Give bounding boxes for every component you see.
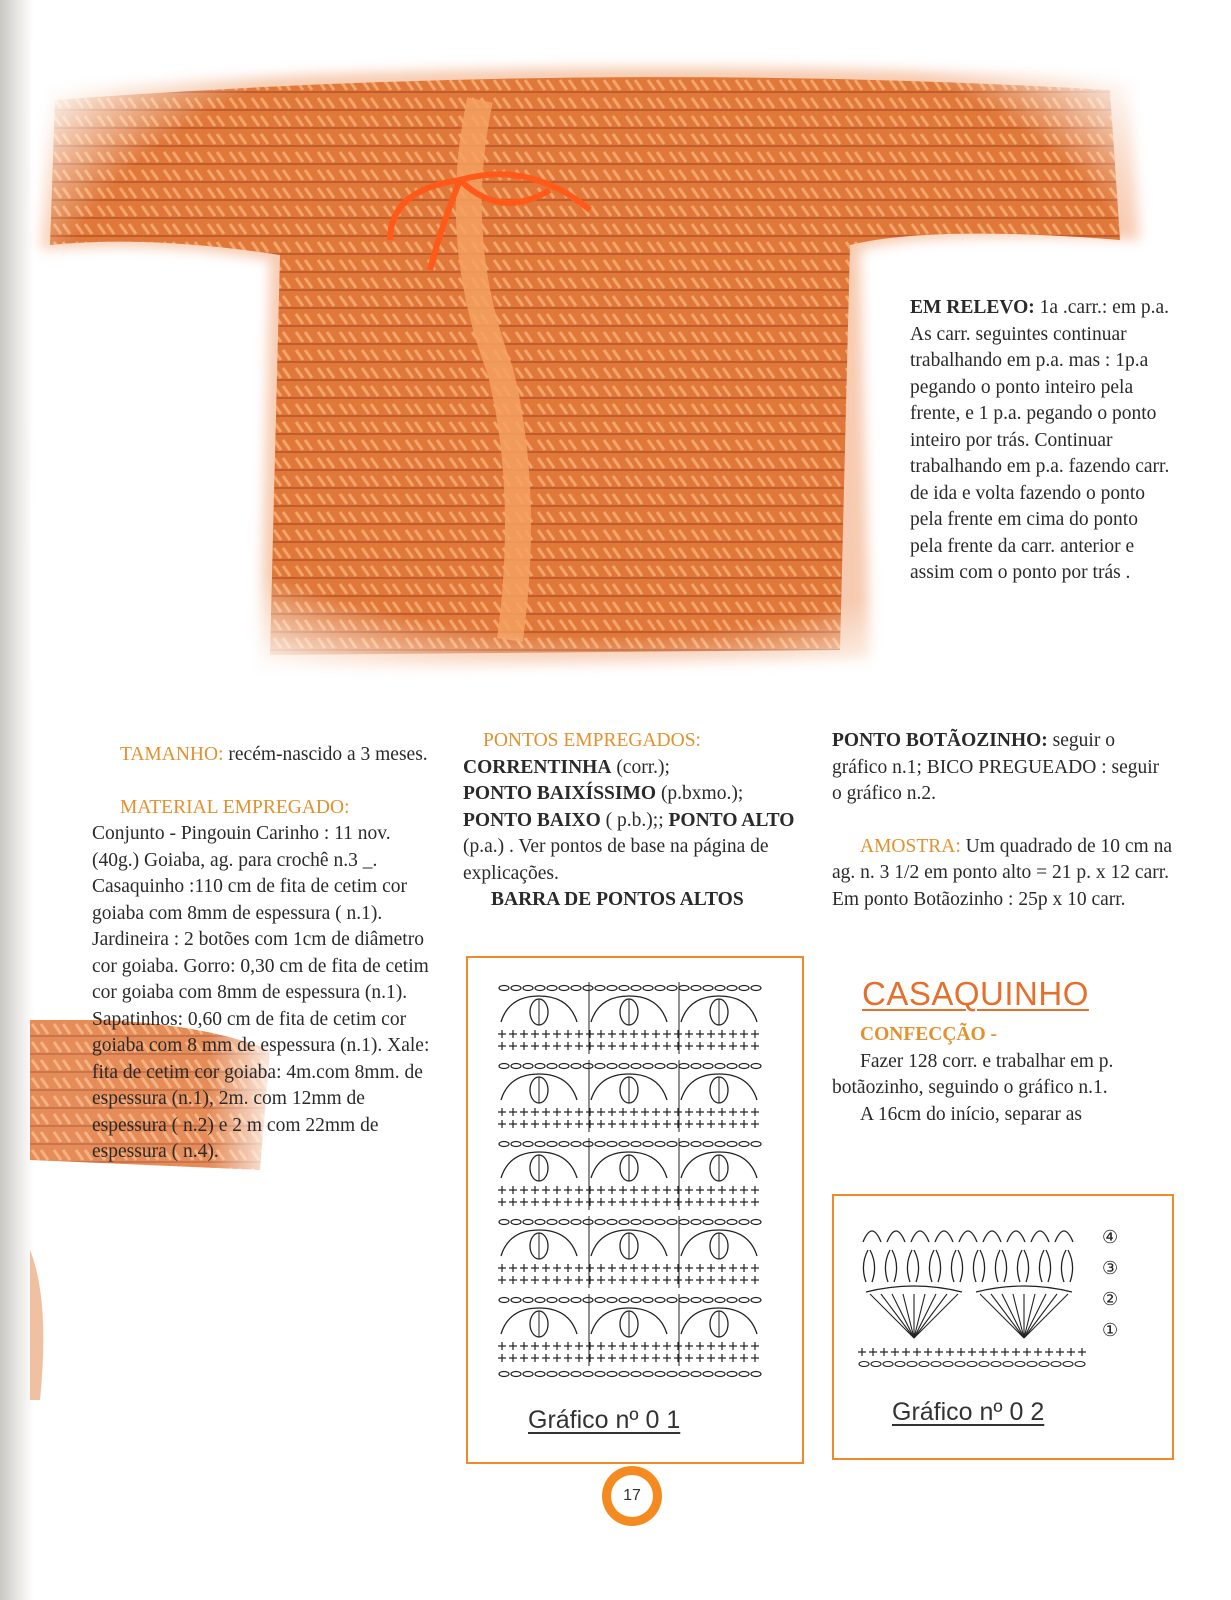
row-label-2: ②: [1102, 1289, 1119, 1310]
relevo-text: 1a .carr.: em p.a. As carr. seguintes continuar trabalhando em p.a. mas : 1p.a pegando o ponto inteiro pela frente, e 1 p.a. pegando o ponto inteiro por trás. Continuar trabalhando em p.a. fazendo carr. de ida e volta fazendo o ponto pela frente em cima do ponto pela frente da carr. anterior e assim com o ponto por trás .: [910, 297, 1170, 583]
chain-stitch: [715, 986, 725, 991]
tall-stitch: [1068, 1250, 1073, 1282]
chain-stitch: [979, 1362, 989, 1367]
chain-stitch: [643, 1064, 653, 1069]
chain-stitch: [739, 986, 749, 991]
tall-stitch: [1002, 1250, 1007, 1282]
chain-stitch: [655, 1298, 665, 1303]
grafico-2-box: [832, 1194, 1174, 1460]
chain-stitch: [667, 1142, 677, 1147]
correntinha-label: CORRENTINHA: [463, 756, 612, 778]
chain-stitch: [751, 986, 761, 991]
tall-stitch: [929, 1250, 934, 1282]
tall-stitch: [995, 1250, 1000, 1282]
chain-stitch: [715, 1064, 725, 1069]
chain-stitch: [631, 1142, 641, 1147]
chain-stitch: [631, 986, 641, 991]
chain-stitch: [655, 1372, 665, 1377]
chain-stitch: [679, 1064, 689, 1069]
chain-stitch: [679, 1298, 689, 1303]
chain-stitch: [619, 1220, 629, 1225]
chain-stitch: [727, 986, 737, 991]
chain-stitch: [595, 1064, 605, 1069]
chain-stitch: [667, 1220, 677, 1225]
chain-stitch: [739, 1142, 749, 1147]
chain-stitch: [571, 1372, 581, 1377]
tall-stitch: [973, 1250, 978, 1282]
chain-stitch: [739, 1064, 749, 1069]
chain-stitch: [511, 986, 521, 991]
chain-stitch: [883, 1362, 893, 1367]
bico-label: BICO PREGUEADO: [926, 756, 1097, 778]
chain-stitch: [631, 1064, 641, 1069]
chain-stitch: [655, 1220, 665, 1225]
baixissimo-text: (p.bxmo.);: [660, 783, 744, 804]
chain-stitch: [691, 1372, 701, 1377]
chain-stitch: [547, 1372, 557, 1377]
amostra-text: Um quadrado de 10 cm na ag. n. 3 1/2 em ponto alto = 21 p. x 12 carr. Em ponto Botãozinho : 25p x 10 carr.: [832, 835, 1172, 910]
baixo-label: PONTO BAIXO: [463, 809, 601, 831]
chain-stitch: [607, 1142, 617, 1147]
fan-stitch: [870, 1294, 914, 1338]
chain-stitch: [1063, 1362, 1073, 1367]
baixissimo-label: PONTO BAIXÍSSIMO: [463, 783, 657, 804]
chain-stitch: [691, 1220, 701, 1225]
chain-stitch: [583, 986, 593, 991]
chain-stitch: [703, 1298, 713, 1303]
tamanho-text: recém-nascido a 3 meses.: [228, 744, 428, 765]
chain-stitch: [619, 1298, 629, 1303]
chain-stitch: [751, 1372, 761, 1377]
chain-stitch: [631, 1220, 641, 1225]
chain-stitch: [595, 1220, 605, 1225]
chain-stitch: [655, 986, 665, 991]
chain-stitch: [907, 1362, 917, 1367]
chain-stitch: [751, 1064, 761, 1069]
chain-stitch: [643, 1220, 653, 1225]
chain-stitch: [739, 1220, 749, 1225]
page-number: 17: [611, 1475, 653, 1517]
chain-stitch: [607, 1220, 617, 1225]
chain-stitch: [511, 1220, 521, 1225]
chain-stitch: [955, 1362, 965, 1367]
fan-stitch: [892, 1294, 914, 1338]
chain-stitch: [607, 986, 617, 991]
alto-label: PONTO ALTO: [668, 809, 795, 831]
grafico-2-diagram: [854, 1220, 1094, 1370]
chain-stitch: [535, 1064, 545, 1069]
pontos-heading: PONTOS EMPREGADOS:: [483, 730, 701, 751]
tall-stitch: [892, 1250, 897, 1282]
chain-stitch: [739, 1372, 749, 1377]
chain-stitch: [523, 1298, 533, 1303]
chain-stitch: [679, 1142, 689, 1147]
chain-stitch: [535, 1372, 545, 1377]
row-label-4: ④: [1102, 1227, 1119, 1248]
chain-stitch: [511, 1372, 521, 1377]
chain-stitch: [523, 1142, 533, 1147]
chain-stitch: [559, 1220, 569, 1225]
tall-stitch: [958, 1250, 963, 1282]
bico-text: : seguir o gráfico n.2.: [832, 756, 1160, 804]
chain-stitch: [559, 1298, 569, 1303]
tall-stitch: [1039, 1250, 1044, 1282]
material-label: MATERIAL EMPREGADO:: [120, 796, 350, 818]
grafico-1-box: [466, 956, 804, 1464]
grafico-2-row-labels: [1102, 1222, 1132, 1346]
tall-stitch: [863, 1250, 868, 1282]
fan-stitch: [1024, 1294, 1046, 1338]
chain-stitch: [523, 986, 533, 991]
tall-stitch: [1046, 1250, 1051, 1282]
tall-stitch: [870, 1250, 875, 1282]
chain-stitch: [667, 1372, 677, 1377]
chain-stitch: [619, 1142, 629, 1147]
chain-stitch: [1039, 1362, 1049, 1367]
chain-stitch: [655, 1064, 665, 1069]
picot: [935, 1231, 953, 1242]
chain-stitch: [595, 986, 605, 991]
picot: [911, 1231, 929, 1242]
picot: [887, 1231, 905, 1242]
grafico-2-caption: Gráfico nº 0 2: [892, 1398, 1045, 1426]
chain-stitch: [1051, 1362, 1061, 1367]
chain-stitch: [667, 986, 677, 991]
chain-stitch: [571, 986, 581, 991]
chain-stitch: [679, 986, 689, 991]
chain-stitch: [967, 1362, 977, 1367]
chain-stitch: [619, 1064, 629, 1069]
chain-stitch: [547, 986, 557, 991]
chain-stitch: [703, 1220, 713, 1225]
chain-stitch: [691, 1064, 701, 1069]
chain-stitch: [583, 1220, 593, 1225]
picot: [1055, 1231, 1073, 1242]
confeccao-section: [832, 1022, 1172, 1128]
chain-stitch: [523, 1064, 533, 1069]
chain-stitch: [715, 1298, 725, 1303]
chain-stitch: [499, 1372, 509, 1377]
chain-stitch: [667, 1064, 677, 1069]
chain-stitch: [571, 1298, 581, 1303]
chain-stitch: [1015, 1362, 1025, 1367]
chain-stitch: [691, 986, 701, 991]
chain-stitch: [571, 1064, 581, 1069]
chain-stitch: [523, 1372, 533, 1377]
material-text: Conjunto - Pingouin Carinho : 11 nov. (40g.) Goiaba, ag. para crochê n.3 _. Casaquinho :110 cm de fita de cetim cor goiaba com 8mm de espessura ( n.1). Jardineira : 2 botões com 1cm de diâmetro cor goiaba. Gorro: 0,30 cm de fita de cetim cor goiaba com 8mm de espessura (n.1). Sapatinhos: 0,60 cm de fita de cetim cor goiaba com 8 mm de espessura (n.1). Xale: fita de cetim cor goiaba: 4m.com 8mm. de espessura (n.1), 2m. com 12mm de espessura ( n.2) e 2 m com 22mm de espessura ( n.4).: [92, 823, 430, 1162]
chain-stitch: [535, 1142, 545, 1147]
page-gutter-shadow: [0, 0, 34, 1600]
chain-stitch: [643, 1142, 653, 1147]
relevo-label: EM RELEVO:: [910, 297, 1035, 318]
chain-stitch: [715, 1142, 725, 1147]
chain-stitch: [511, 1298, 521, 1303]
column-pontos: PONTOS EMPREGADOS: CORRENTINHA (corr.); PONTO BAIXÍSSIMO (p.bxmo.); PONTO BAIXO ( p.b.);; PONTO ALTO (p.a.) . Ver pontos de base na página de explicações. BARRA DE PONTOS ALTOS: [463, 730, 795, 910]
chain-stitch: [619, 986, 629, 991]
baixo-text: ( p.b.);: [605, 809, 659, 831]
amostra-label: AMOSTRA:: [860, 835, 961, 857]
chain-stitch: [511, 1142, 521, 1147]
chain-stitch: [571, 1142, 581, 1147]
chain-stitch: [583, 1142, 593, 1147]
fan-stitch: [980, 1294, 1024, 1338]
chain-stitch: [499, 986, 509, 991]
confeccao-p1: Fazer 128 corr. e trabalhar em p. botãozinho, seguindo o gráfico n.1.: [832, 1050, 1114, 1098]
chain-stitch: [643, 1372, 653, 1377]
chain-stitch: [499, 1220, 509, 1225]
chain-stitch: [751, 1298, 761, 1303]
row-label-1: ①: [1102, 1320, 1119, 1341]
chain-stitch: [559, 1372, 569, 1377]
chain-stitch: [691, 1142, 701, 1147]
chain-stitch: [559, 1064, 569, 1069]
alto-text: (p.a.) . Ver pontos de base na página de explicações.: [463, 836, 769, 884]
tall-stitch: [1024, 1250, 1029, 1282]
chain-stitch: [727, 1142, 737, 1147]
chain-stitch: [703, 986, 713, 991]
column-materials: [92, 742, 432, 1166]
chain-stitch: [571, 1220, 581, 1225]
grafico-1-caption: Gráfico nº 0 1: [528, 1406, 681, 1434]
page-number-badge: [602, 1466, 662, 1526]
chain-stitch: [943, 1362, 953, 1367]
tamanho-label: TAMANHO:: [120, 744, 224, 765]
chain-stitch: [691, 1298, 701, 1303]
chain-stitch: [703, 1142, 713, 1147]
chain-stitch: [715, 1372, 725, 1377]
chain-stitch: [859, 1362, 869, 1367]
chain-stitch: [595, 1372, 605, 1377]
fan-stitch: [914, 1294, 936, 1338]
chain-stitch: [715, 1220, 725, 1225]
chain-stitch: [667, 1298, 677, 1303]
chain-stitch: [547, 1298, 557, 1303]
picot: [1007, 1231, 1025, 1242]
chain-stitch: [559, 1142, 569, 1147]
chain-stitch: [1027, 1362, 1037, 1367]
chain-stitch: [607, 1298, 617, 1303]
chain-stitch: [583, 1372, 593, 1377]
tall-stitch: [980, 1250, 985, 1282]
correntinha-text: (corr.);: [616, 756, 670, 778]
confeccao-label: CONFECÇÃO -: [860, 1024, 998, 1045]
chain-stitch: [547, 1142, 557, 1147]
chain-stitch: [607, 1372, 617, 1377]
chain-stitch: [739, 1298, 749, 1303]
fan-arch: [866, 1286, 962, 1292]
fan-stitch: [1024, 1294, 1068, 1338]
chain-stitch: [1003, 1362, 1013, 1367]
chain-stitch: [547, 1064, 557, 1069]
chain-stitch: [703, 1372, 713, 1377]
chain-stitch: [931, 1362, 941, 1367]
tall-stitch: [936, 1250, 941, 1282]
picot: [959, 1231, 977, 1242]
barra-heading: BARRA DE PONTOS ALTOS: [491, 889, 744, 910]
chain-stitch: [655, 1142, 665, 1147]
chain-stitch: [727, 1298, 737, 1303]
chain-stitch: [583, 1298, 593, 1303]
row-label-3: ③: [1102, 1258, 1119, 1279]
chain-stitch: [499, 1298, 509, 1303]
tall-stitch: [1061, 1250, 1066, 1282]
grafico-1-diagram: [494, 982, 774, 1382]
botaozinho-text: seguir o gráfico n.1;: [832, 730, 1115, 778]
chain-stitch: [991, 1362, 1001, 1367]
tall-stitch: [951, 1250, 956, 1282]
chain-stitch: [643, 986, 653, 991]
casaquinho-title: CASAQUINHO: [862, 975, 1089, 1012]
chain-stitch: [1075, 1362, 1085, 1367]
confeccao-p2: A 16cm do início, separar as: [860, 1103, 1083, 1125]
chain-stitch: [631, 1372, 641, 1377]
chain-stitch: [703, 1064, 713, 1069]
chain-stitch: [727, 1220, 737, 1225]
chain-stitch: [727, 1372, 737, 1377]
fan-stitch: [1002, 1294, 1024, 1338]
botaozinho-label: PONTO BOTÃOZINHO:: [832, 730, 1048, 751]
chain-stitch: [871, 1362, 881, 1367]
column-amostra: [832, 728, 1172, 913]
picot: [1031, 1231, 1049, 1242]
chain-stitch: [535, 1298, 545, 1303]
chain-stitch: [559, 986, 569, 991]
fan-stitch: [914, 1294, 958, 1338]
chain-stitch: [547, 1220, 557, 1225]
picot: [863, 1231, 881, 1242]
chain-stitch: [895, 1362, 905, 1367]
chain-stitch: [751, 1142, 761, 1147]
chain-stitch: [679, 1372, 689, 1377]
tall-stitch: [885, 1250, 890, 1282]
chain-stitch: [919, 1362, 929, 1367]
chain-stitch: [727, 1064, 737, 1069]
chain-stitch: [751, 1220, 761, 1225]
chain-stitch: [523, 1220, 533, 1225]
chain-stitch: [607, 1064, 617, 1069]
chain-stitch: [535, 1220, 545, 1225]
chain-stitch: [511, 1064, 521, 1069]
tall-stitch: [907, 1250, 912, 1282]
picot: [983, 1231, 1001, 1242]
tall-stitch: [1017, 1250, 1022, 1282]
chain-stitch: [631, 1298, 641, 1303]
chain-stitch: [583, 1064, 593, 1069]
chain-stitch: [499, 1142, 509, 1147]
tall-stitch: [914, 1250, 919, 1282]
chain-stitch: [595, 1142, 605, 1147]
chain-stitch: [643, 1298, 653, 1303]
relevo-section: [910, 295, 1170, 587]
chain-stitch: [619, 1372, 629, 1377]
chain-stitch: [679, 1220, 689, 1225]
fan-arch: [976, 1286, 1072, 1292]
chain-stitch: [499, 1064, 509, 1069]
chain-stitch: [595, 1298, 605, 1303]
chain-stitch: [535, 986, 545, 991]
